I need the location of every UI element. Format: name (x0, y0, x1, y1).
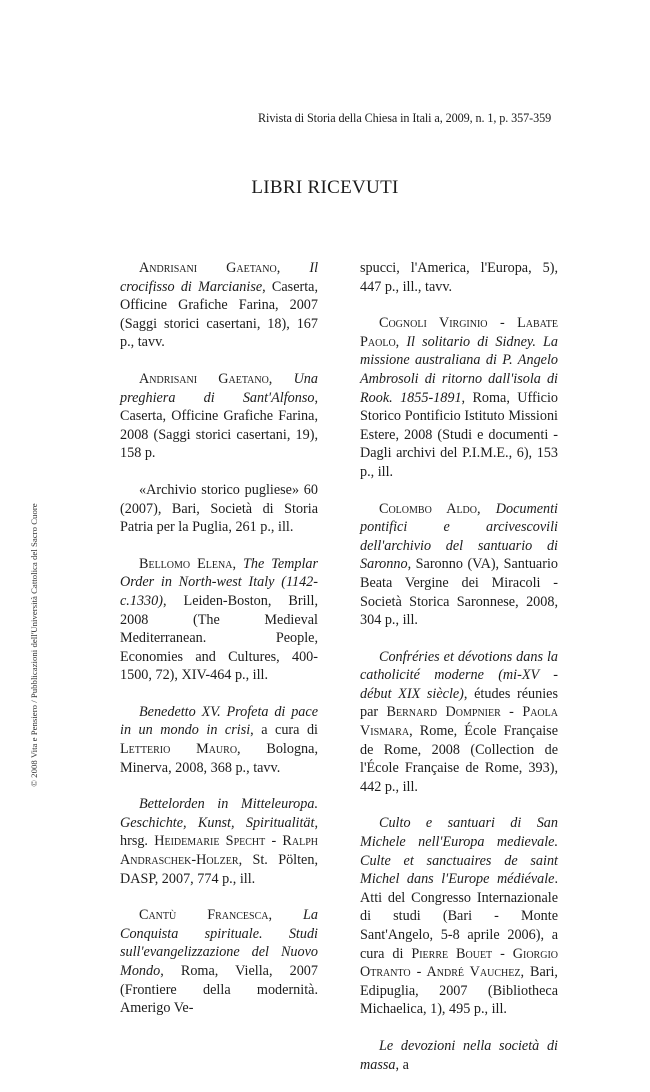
left-column (120, 259, 318, 1036)
entry-editor: Pierre Bouet - Giorgio Otranto - André Vauchez (360, 945, 558, 981)
entry-title: Confréries et dévotions dans la catholicité moderne (mi-XV - début XIX siècle) (360, 648, 558, 702)
bib-entry (120, 703, 318, 777)
entry-title: Benedetto XV. Profeta di pace in un mondo in crisi (120, 703, 318, 739)
entry-author: Andrisani Gaetano (139, 370, 269, 387)
entry-title: Documenti pontifici e arcivescovili dell'archivio del santuario di Saronno (360, 500, 558, 573)
entry-title: Una preghiera di Sant'Alfonso (120, 370, 318, 406)
entry-text: spucci, l'America, l'Europa, 5), 447 p., ill., tavv. (360, 260, 558, 295)
entry-author: Cognoli Virginio - Labate Paolo (360, 315, 558, 350)
bib-entry: Cantù Francesca, La Conquista spirituale. Studi sull'evangelizzazione del Nuovo Mondo, Roma, Viella, 2007 (Frontiere della modernità. Amerigo Ve- (120, 907, 318, 1017)
bib-entry: Andrisani Gaetano, Una preghiera di Sant'Alfonso, Caserta, Officine Grafiche Farina, 2008 (Saggi storici casertani, 19), 158 p. (120, 370, 318, 462)
entry-text: «Archivio storico pugliese» 60 (2007), Bari, Società di Storia Patria per la Puglia, 261 p., ill. (120, 481, 318, 536)
entry-details: , Roma, Viella, 2007 (Frontiere della modernità. Amerigo Ve- (120, 963, 318, 1017)
entry-title: Il crocifisso di Marcianise (120, 260, 319, 295)
bib-entry: Bellomo Elena, The Templar Order in North-west Italy (1142-c.1330), Leiden-Boston, Brill, 2008 (The Medieval Mediterranean. People, Economies and Cultures, 400-1500, 72), XIV-464 p., ill. (120, 555, 319, 684)
bib-entry: Cognoli Virginio - Labate Paolo, Il solitario di Sidney. La missione australiana di P. Angelo Ambrosoli di ritorno dall'isola di Rook. 1855-1891, Roma, Ufficio Storico Pontificio Istituto Missioni Estere, 2008 (Studi e documenti - Dagli archivi del P.I.M.E., 6), 153 p., ill. (360, 315, 559, 480)
bib-entry (120, 795, 318, 888)
entry-details: , St. Pölten, DASP, 2007, 774 p., ill. (120, 852, 318, 887)
right-column (360, 259, 558, 1092)
entry-details: , Bologna, Minerva, 2008, 368 p., tavv. (120, 741, 318, 776)
entry-pre: , a cura di (250, 722, 318, 739)
entry-editor: Letterio Mauro (120, 741, 238, 758)
entry-editor: Bernard Dompnier - Paola Vismara (360, 704, 558, 740)
entry-author: Cantù Francesca (139, 907, 269, 924)
entry-title: The Templar Order in North-west Italy (1142-c.1330) (120, 555, 319, 609)
entry-details: , Roma, Ufficio Storico Pontificio Istituto Missioni Estere, 2008 (Studi e documenti - Dagli archivi del P.I.M.E., 6), 153 p., ill. (360, 389, 558, 480)
bib-entry (360, 1037, 558, 1074)
entry-pre: , hrsg. (120, 814, 318, 850)
entry-title: Bettelorden in Mitteleuropa. Geschichte, Kunst, Spiritualität (120, 796, 318, 831)
entry-author: Colombo Aldo (379, 500, 477, 517)
entry-title: Le devozioni nella società di massa (360, 1037, 558, 1073)
entry-title: Il solitario di Sidney. La missione australiana di P. Angelo Ambrosoli di ritorno dall'isola di Rook. 1855-1891 (360, 333, 559, 406)
entry-details: , Bari, Edipuglia, 2007 (Bibliotheca Michaelica, 1), 495 p., ill. (360, 964, 558, 1018)
entry-details: , Caserta, Officine Grafiche Farina, 2007 (Saggi storici casertani, 18), 167 p., tavv. (120, 278, 319, 351)
bib-entry (360, 648, 558, 797)
entry-pre: . Atti del Congresso Internazionale di studi (Bari - Monte Sant'Angelo, 5-8 aprile 2006), a cura di (360, 871, 558, 962)
bib-entry (360, 814, 558, 1019)
entry-details: , Leiden-Boston, Brill, 2008 (The Medieval Mediterranean. People, Economies and Cultures, 400-1500, 72), XIV-464 p., ill. (120, 592, 318, 684)
entry-title: Culto e santuari di San Michele nell'Europa medievale. Culte et sanctuaires de saint Michel dans l'Europe médiévale (360, 815, 558, 888)
entry-editor: Heidemarie Specht - Ralph Andraschek-Holzer (120, 833, 318, 869)
bib-entry (360, 259, 558, 296)
entry-title: La Conquista spirituale. Studi sull'evangelizzazione del Nuovo Mondo (120, 907, 318, 979)
copyright-text: © 2008 Vita e Pensiero / Pubblicazioni dell'Università Cattolica del Sacro Cuore (29, 503, 39, 787)
entry-pre: , études réunies par (360, 685, 558, 721)
entry-author: Andrisani Gaetano (139, 260, 277, 276)
entry-details: , Saronno (VA), Santuario Beata Vergine dei Miracoli - Società Storica Saronnese, 2008, 304 p., ill. (360, 556, 558, 629)
entry-author: Bellomo Elena (139, 555, 233, 572)
bib-entry: Andrisani Gaetano, Il crocifisso di Marcianise, Caserta, Officine Grafiche Farina, 2007 (Saggi storici casertani, 18), 167 p., tavv. (120, 260, 319, 351)
entry-details: , Caserta, Officine Grafiche Farina, 2008 (Saggi storici casertani, 19), 158 p. (120, 389, 318, 462)
page-title: LIBRI RICEVUTI (251, 177, 399, 198)
copyright-sidebar (24, 485, 44, 805)
bib-entry (120, 481, 318, 537)
bib-entry: Colombo Aldo, Documenti pontifici e arcivescovili dell'archivio del santuario di Saronno, Saronno (VA), Santuario Beata Vergine dei Miracoli - Società Storica Saronnese, 2008, 304 p., ill. (360, 500, 558, 629)
entry-details: , a (395, 1056, 409, 1073)
entry-details: , Rome, École Française de Rome, 2008 (Collection de l'École Française de Rome, 393), 442 p., ill. (360, 723, 558, 795)
running-head: Rivista di Storia della Chiesa in Itali a, 2009, n. 1, p. 357-359 (258, 111, 552, 125)
